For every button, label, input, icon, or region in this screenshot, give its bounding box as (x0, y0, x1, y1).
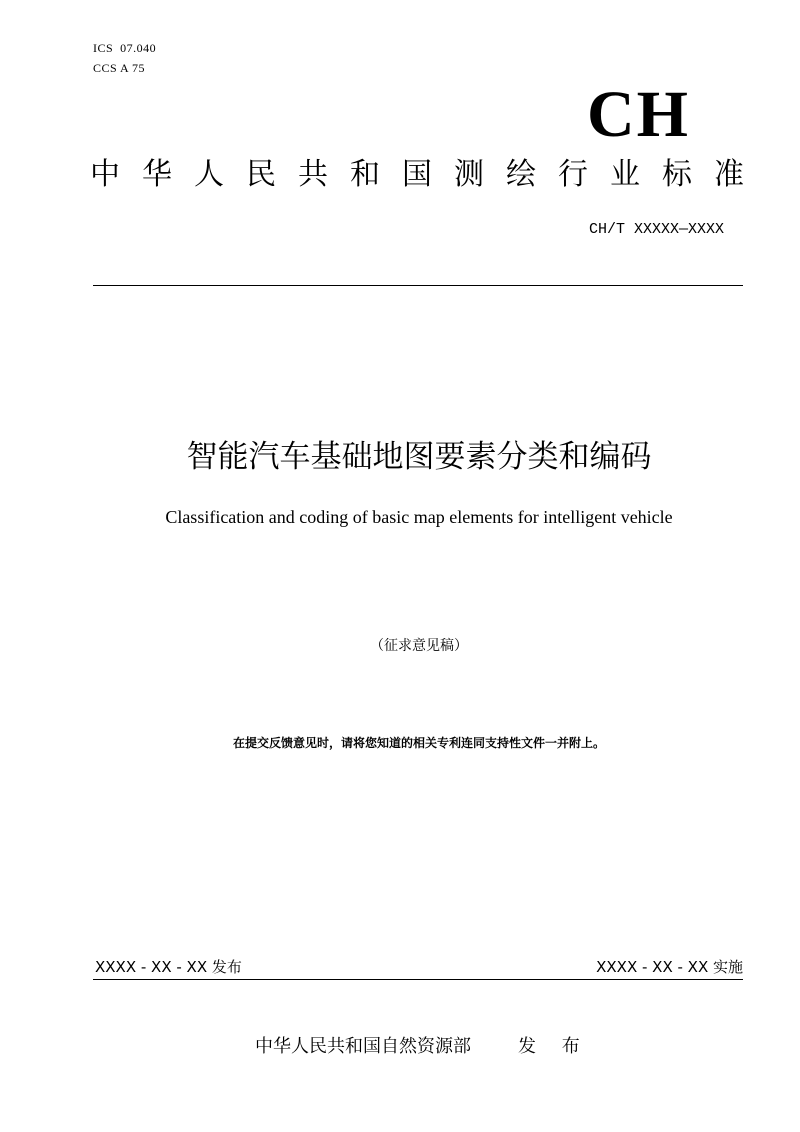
bottom-divider (93, 979, 743, 980)
implement-date: XXXX - XX - XX 实施 (596, 958, 743, 976)
draft-status: （征求意见稿） (370, 638, 468, 654)
top-divider (93, 285, 743, 286)
document-title-english: Classification and coding of basic map elements for intelligent vehicle (165, 507, 673, 527)
classification-codes (93, 38, 156, 78)
standard-name: 中华人民共和国测绘行业标准 (90, 157, 766, 192)
ch-logo: CH (587, 78, 690, 151)
document-title-chinese: 智能汽车基础地图要素分类和编码 (186, 439, 652, 475)
standard-number: CH/T XXXXX—XXXX (588, 221, 724, 238)
ccs-code: CCS A 75 (93, 61, 146, 75)
patent-notice: 在提交反馈意见时，请将您知道的相关专利连同支持性文件一并附上。 (232, 736, 605, 750)
publish-date: XXXX - XX - XX 发布 (95, 958, 242, 976)
issue-label: 发 布 (518, 1036, 590, 1057)
ics-code: ICS 07.040 (93, 41, 157, 55)
issuing-authority: 中华人民共和国自然资源部 (255, 1036, 471, 1057)
